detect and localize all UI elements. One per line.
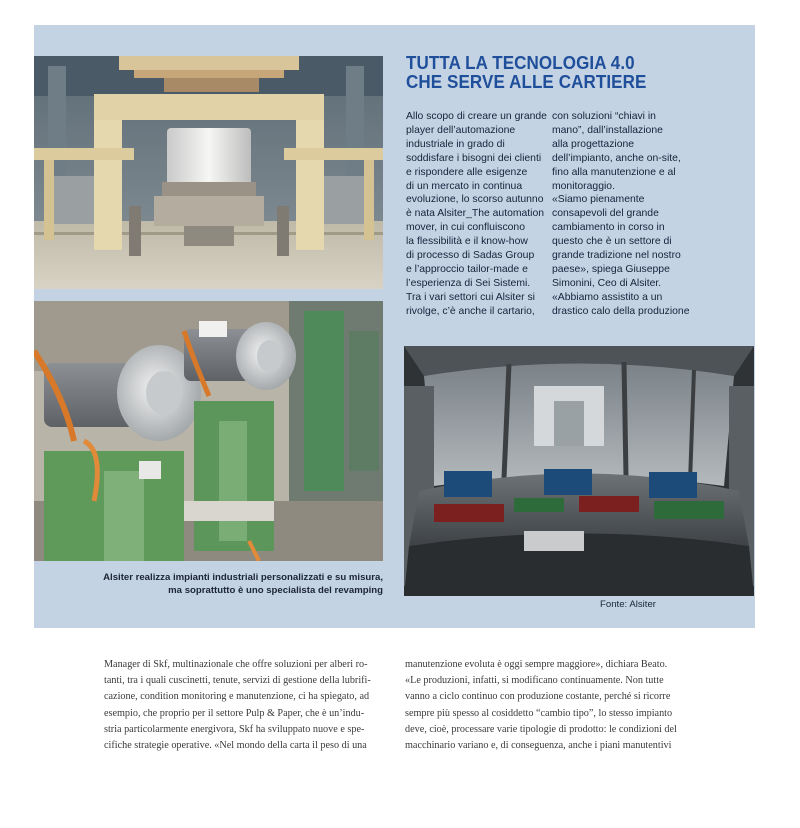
box-headline [406,53,719,91]
text-line: evoluzione, lo scorso autunno [406,194,544,206]
text-line: mover, in cui confluiscono [406,222,525,234]
text-line: di un mercato in continua [406,180,523,192]
text-line: l’esperienza di Sei Sistemi. [406,277,531,289]
text-line: Manager di Skf, multinazionale che offre soluzioni per alberi ro- [104,659,368,670]
photo-source-credit: Fonte: Alsiter [600,599,656,610]
text-line: «Le produzioni, infatti, si modificano continuamente. Non tutte [405,675,664,687]
text-line: è nata Alsiter_The automation [406,208,545,220]
text-line: «Siamo pienamente [552,194,645,206]
text-line: e l’approccio tailor-made e [406,263,528,275]
text-line: con soluzioni “chiavi in [552,111,656,122]
text-line: alla progettazione [552,138,635,150]
caption-line: ma soprattutto è uno specialista del revamping [168,584,383,596]
text-line: Allo scopo di creare un grande [406,111,547,122]
text-line: mano”, dall’installazione [552,124,663,136]
text-line: monitoraggio. [552,180,615,192]
text-line: cifiche strategie operative. «Nel mondo della carta il peso di una [104,740,367,752]
text-line: paese», spiega Giuseppe [552,263,670,275]
control-room-photo [404,346,754,596]
box-headline-line: TUTTA LA TECNOLOGIA 4.0 [406,52,635,73]
box-headline-line: CHE SERVE ALLE CARTIERE [406,71,647,92]
text-line: manutenzione evoluta è oggi sempre maggiore», dichiara Beato. [405,659,668,670]
box-text-column-1 [406,110,547,319]
industrial-motors-photo [34,301,383,561]
text-line: rivolge, c’è anche il cartario, [406,305,535,317]
text-line: industriale in grado di [406,138,505,150]
text-line: macchinario variano e, di conseguenza, anche i piani manutentivi [405,740,672,752]
text-line: la flessibilità e il know-how [406,236,528,248]
text-line: consapevoli del grande [552,208,659,220]
caption-line: Alsiter realizza impianti industriali personalizzati e su misura, [103,572,383,583]
text-line: stria particolarmente energivora, Skf ha sviluppato nuove e spe- [104,723,365,735]
article-column-1 [104,657,391,754]
text-line: Tra i vari settori cui Alsiter si [406,291,535,303]
text-line: drastico calo della produzione [552,305,690,317]
paper-machine-photo [34,56,383,289]
text-line: di processo di Sadas Group [406,250,535,262]
box-text-column-2 [552,110,689,319]
text-line: deve, cioè, processare varie tipologie di prodotto: le condizioni del [405,723,677,735]
text-line: grande tradizione nel nostro [552,250,681,262]
text-line: vanno a ciclo continuo con produzione costante, perché si ricorre [405,691,671,703]
text-line: esempio, che proprio per il settore Pulp & Paper, che è un’indu- [104,707,365,719]
text-line: «Abbiamo assistito a un [552,291,663,303]
text-line: e rispondere alle esigenze [406,166,528,178]
text-line: Simonini, Ceo di Alsiter. [552,277,662,289]
text-line: cambiamento in corso in [552,222,665,234]
text-line: dell’impianto, anche on-site, [552,152,681,164]
text-line: tanti, tra i quali cuscinetti, tenute, servizi di gestione della lubrifi- [104,675,371,687]
text-line: player dell’automazione [406,124,516,136]
text-line: questo che è un settore di [552,236,672,248]
article-column-2 [405,657,692,754]
text-line: fino alla manutenzione e al [552,166,676,178]
photo-caption [40,572,383,597]
text-line: sempre più spesso al cosiddetto “cambio tipo”, lo stesso impianto [405,707,673,719]
text-line: cazione, condition monitoring e manutenzione, ci ha spiegato, ad [104,691,370,703]
text-line: soddisfare i bisogni dei clienti [406,152,542,164]
